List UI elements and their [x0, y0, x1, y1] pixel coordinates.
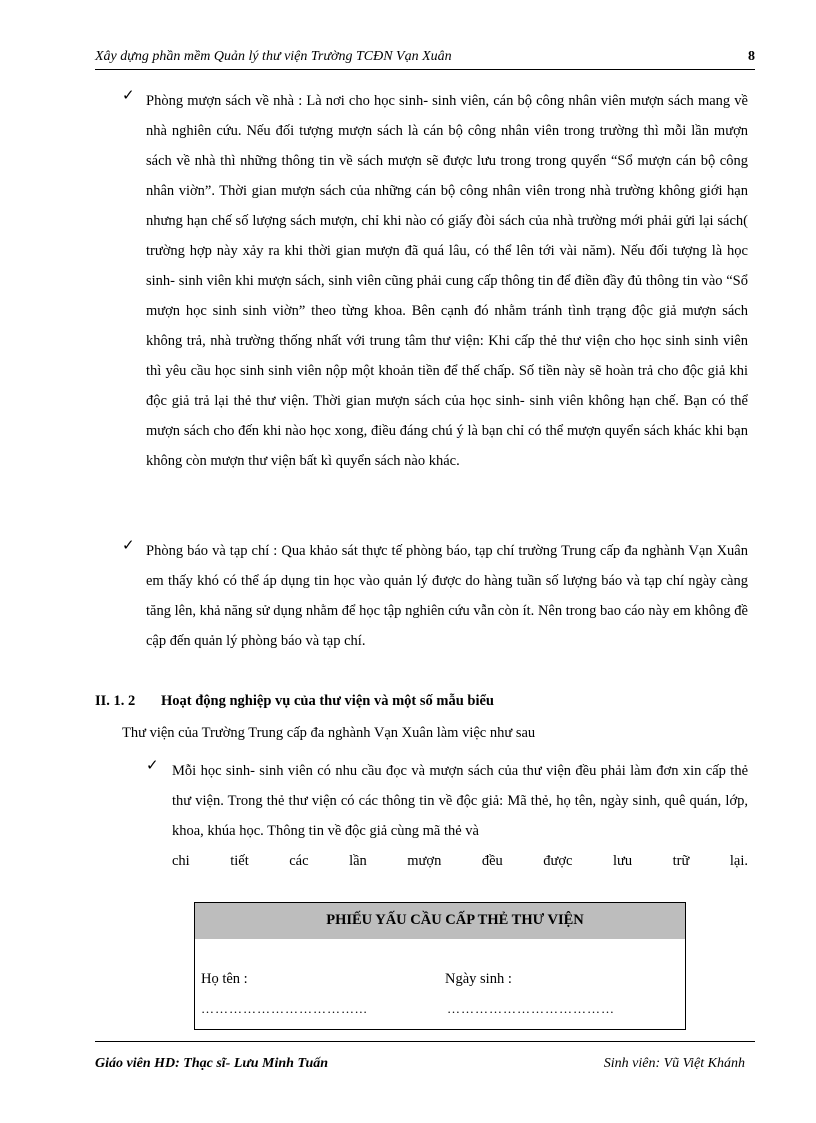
- word: chi: [172, 853, 190, 869]
- word: tiết: [230, 853, 249, 869]
- section-heading: [95, 693, 494, 710]
- word: đều: [481, 853, 503, 869]
- check-icon: ✓: [146, 758, 159, 774]
- word: lưu: [613, 853, 633, 869]
- justified-last-line: [172, 846, 748, 876]
- check-icon: ✓: [122, 88, 135, 104]
- section-title: Hoạt động nghiệp vụ của thư viện và một số mẫu biểu: [161, 693, 494, 709]
- check-icon: ✓: [122, 538, 135, 554]
- word: mượn: [407, 853, 442, 869]
- bullet-text: Mỗi học sinh- sinh viên có nhu cầu đọc và mượn sách của thư viện đều phải làm đơn xin cấp thẻ thư viện. Trong thẻ thư viện có các thông tin về độc giả: Mã thẻ, họ tên, ngày sinh, quê quán, lớp, khoa, khúa học. Thông tin về độc giả cùng mã thẻ và: [172, 763, 748, 839]
- word: lần: [349, 853, 367, 869]
- page-header: [95, 49, 755, 70]
- footer-student: Sinh viên: Vũ Việt Khánh: [603, 1056, 745, 1071]
- bullet-paragraph-newspaper-room: Phòng báo và tạp chí : Qua khảo sát thực tế phòng báo, tạp chí trường Trung cấp đa nghành Vạn Xuân em thấy khó có thể áp dụng tin học vào quản lý được do hàng tuần số lượng báo và tạp chí ngày càng tăng lên, khả năng sử dụng nhằm để học tập nghiên cứu vẫn còn ít. Nên trong bao cáo này em không đề cập đến quản lý phòng báo và tạp chí.: [146, 543, 748, 649]
- library-card-request-form: [194, 902, 686, 1030]
- form-title: PHIẾU YẤU CẦU CẤP THẺ THƯ VIỆN: [195, 903, 685, 939]
- word: lại.: [729, 853, 748, 869]
- bullet-paragraph-borrow-room: Phòng mượn sách về nhà : Là nơi cho học sinh- sinh viên, cán bộ công nhân viên mượn sách mang về nhà nghiên cứu. Nếu đối tượng mượn sách là cán bộ công nhân viên trong trường thì mỗi lần mượn sách về nhà thì những thông tin về sách mượn sẽ được lưu trong trong quyển “Sổ mượn cán bộ công nhân viờn”. Thời gian mượn sách của những cán bộ công nhân viên trong nhà trường không giới hạn nhưng hạn chế số lượng sách mượn, chỉ khi nào có giấy đòi sách của nhà trường mới phải gửi lại sách( trường hợp này xảy ra khi thời gian mượn đã quá lâu, có thể lên tới vài năm). Nếu đối tượng là học sinh- sinh viên khi mượn sách, sinh viên cũng phải cung cấp thông tin để điền đầy đủ thông tin vào “Sổ mượn học sinh sinh viờn” theo từng khoa. Bên cạnh đó nhằm tránh tình trạng độc giả mượn sách không trả, nhà trường thống nhất với trung tâm thư viện: Khi cấp thẻ thư viện cho học sinh sinh viên thì yêu cầu học sinh sinh viên nộp một khoản tiền để thế chấp. Số tiền này sẽ hoàn trả cho độc giả khi độc giả trả lại thẻ thư viện. Thời gian mượn sách của học sinh- sinh viên không hạn chế. Bạn có thể mượn sách cho đến khi nào học xong, điều đáng chú ý là bạn chỉ có thể mượn quyển sách khác khi bạn không còn mượn thư viện bất kì quyển sách nào khác.: [146, 93, 748, 469]
- dob-label: Ngày sinh :: [445, 971, 512, 987]
- word: trữ: [672, 853, 690, 869]
- page-footer: [95, 1041, 755, 1071]
- word: được: [543, 853, 573, 869]
- dob-dots: ………………………………: [447, 1001, 615, 1016]
- section-number: II. 1. 2: [95, 693, 136, 709]
- section-intro: Thư viện của Trường Trung cấp đa nghành Vạn Xuân làm việc như sau: [122, 725, 536, 741]
- header-title: Xây dựng phần mềm Quản lý thư viện Trường TCĐN Vạn Xuân: [95, 49, 452, 64]
- name-dots: ……………………………...: [201, 1001, 368, 1016]
- page-number: 8: [748, 49, 755, 64]
- word: các: [289, 853, 309, 869]
- footer-teacher: Giáo viên HD: Thạc sĩ- Lưu Minh Tuấn: [95, 1056, 329, 1071]
- bullet-paragraph-library-card: [172, 756, 748, 876]
- name-label: Họ tên :: [201, 971, 248, 987]
